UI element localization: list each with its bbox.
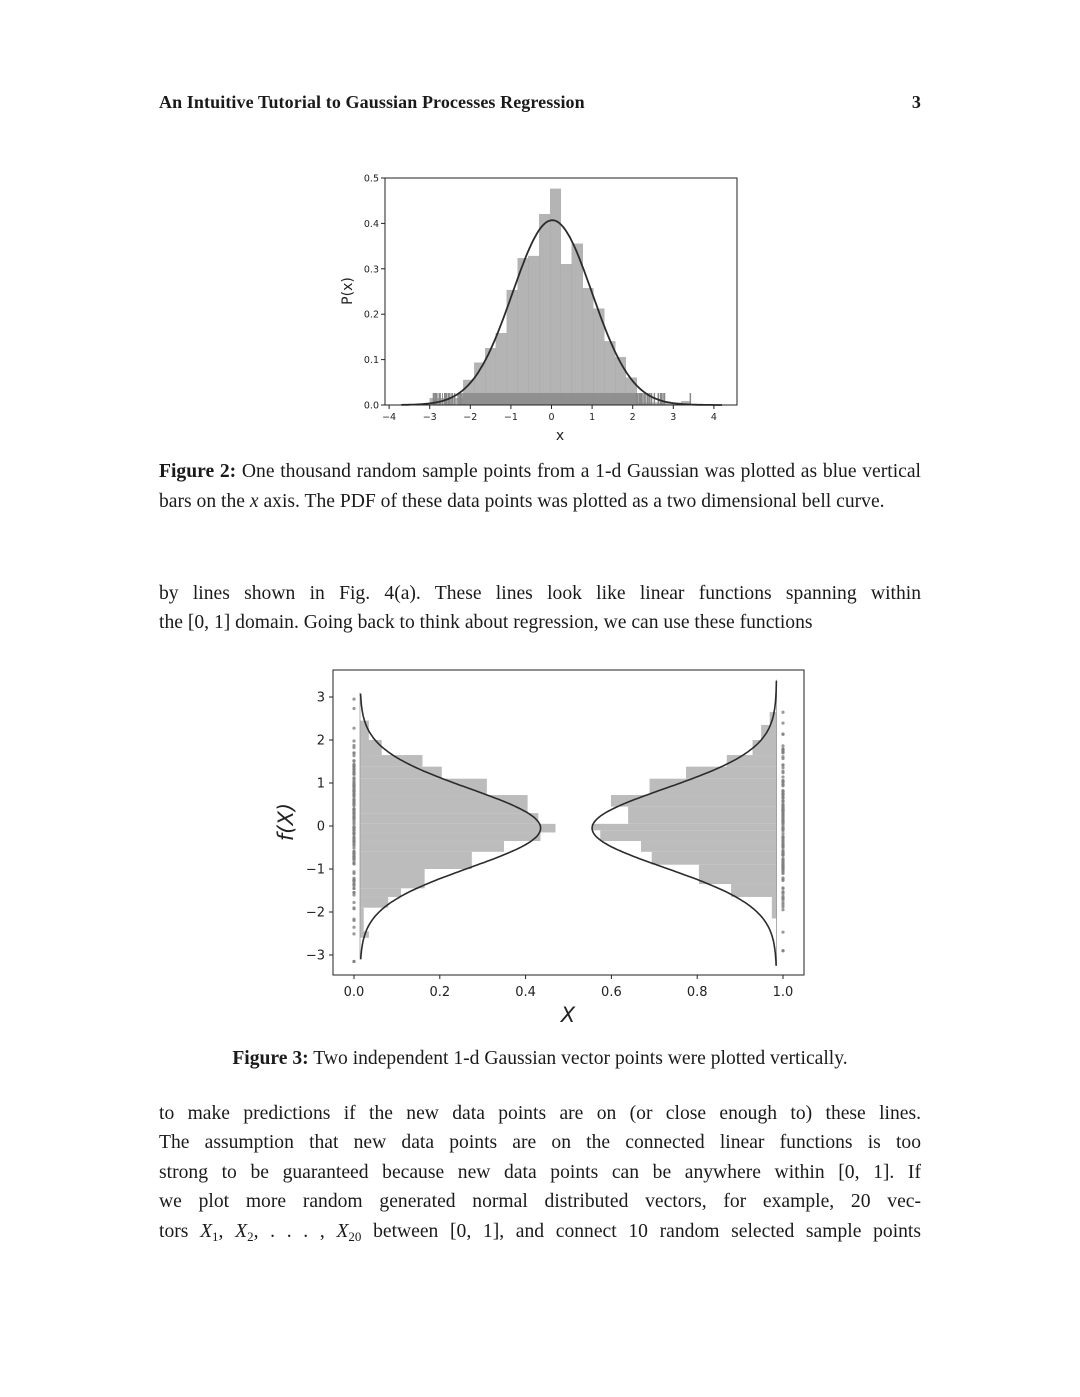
svg-text:3: 3 — [670, 412, 677, 423]
svg-text:0.8: 0.8 — [686, 985, 708, 1000]
svg-text:1: 1 — [589, 412, 596, 423]
svg-text:−2: −2 — [463, 412, 478, 423]
svg-text:4: 4 — [710, 412, 717, 423]
svg-text:0.4: 0.4 — [515, 985, 536, 1000]
paragraph-2-line-2: The assumption that new data points are on the connected linear functions is too — [159, 1132, 921, 1153]
svg-text:0: 0 — [548, 412, 555, 423]
svg-text:f(X): f(X) — [274, 802, 298, 842]
svg-text:0.1: 0.1 — [363, 355, 379, 367]
svg-text:0.0: 0.0 — [343, 985, 365, 1000]
svg-text:0.2: 0.2 — [429, 985, 451, 1000]
svg-text:P(x): P(x) — [340, 277, 356, 305]
svg-text:0.6: 0.6 — [601, 985, 622, 1000]
svg-text:0.3: 0.3 — [363, 264, 379, 276]
paragraph-1-line-1: by lines shown in Fig. 4(a). These lines look like linear functions spanning within — [159, 583, 921, 604]
figure-2-caption: Figure 2: One thousand random sample points from a 1-d Gaussian was plotted as blue vertical bars on the x axis. The PDF of these data points was plotted as a two dimensional bell curve. — [159, 461, 921, 512]
svg-text:−3: −3 — [305, 948, 325, 964]
paragraph-1-line-2: the [0, 1] domain. Going back to think about regression, we can use these functions — [159, 612, 813, 633]
page-number: 3 — [911, 92, 921, 112]
svg-text:−2: −2 — [305, 905, 325, 921]
svg-text:3: 3 — [316, 690, 325, 706]
svg-text:−1: −1 — [503, 412, 518, 423]
figure-3-caption: Figure 3: Two independent 1-d Gaussian vector points were plotted vertically. — [232, 1048, 848, 1069]
svg-text:0.0: 0.0 — [363, 400, 379, 412]
svg-text:−3: −3 — [422, 412, 437, 423]
svg-text:2: 2 — [316, 733, 325, 749]
paragraph-2-line-3: strong to be guaranteed because new data points can be anywhere within [0, 1]. If — [159, 1162, 921, 1183]
svg-text:0.5: 0.5 — [363, 173, 379, 185]
paragraph-2-line-4: we plot more random generated normal distributed vectors, for example, 20 vec- — [159, 1191, 921, 1212]
svg-text:−4: −4 — [382, 412, 397, 423]
figure-3-label: Figure 3: — [232, 1048, 309, 1069]
paragraph-2-line-1: to make predictions if the new data points are on (or close enough to) these lines. — [159, 1103, 921, 1124]
svg-text:−1: −1 — [305, 862, 325, 878]
svg-text:1.0: 1.0 — [772, 985, 794, 1000]
svg-text:0: 0 — [316, 819, 325, 835]
svg-text:0.4: 0.4 — [363, 218, 379, 230]
svg-text:1: 1 — [316, 776, 325, 792]
svg-text:x: x — [555, 428, 565, 444]
svg-text:0.2: 0.2 — [363, 309, 379, 321]
running-head — [159, 92, 921, 113]
svg-text:2: 2 — [629, 412, 636, 423]
figure-2-label: Figure 2: — [159, 461, 237, 482]
paragraph-2-line-5: tors $X_1$, $X_2$, . . . , $X_{20}$ between [0, 1], and connect 10 random selected sample points — [159, 1221, 921, 1244]
svg-text:X: X — [560, 1003, 576, 1027]
running-head-title: An Intuitive Tutorial to Gaussian Processes Regression — [159, 92, 585, 112]
